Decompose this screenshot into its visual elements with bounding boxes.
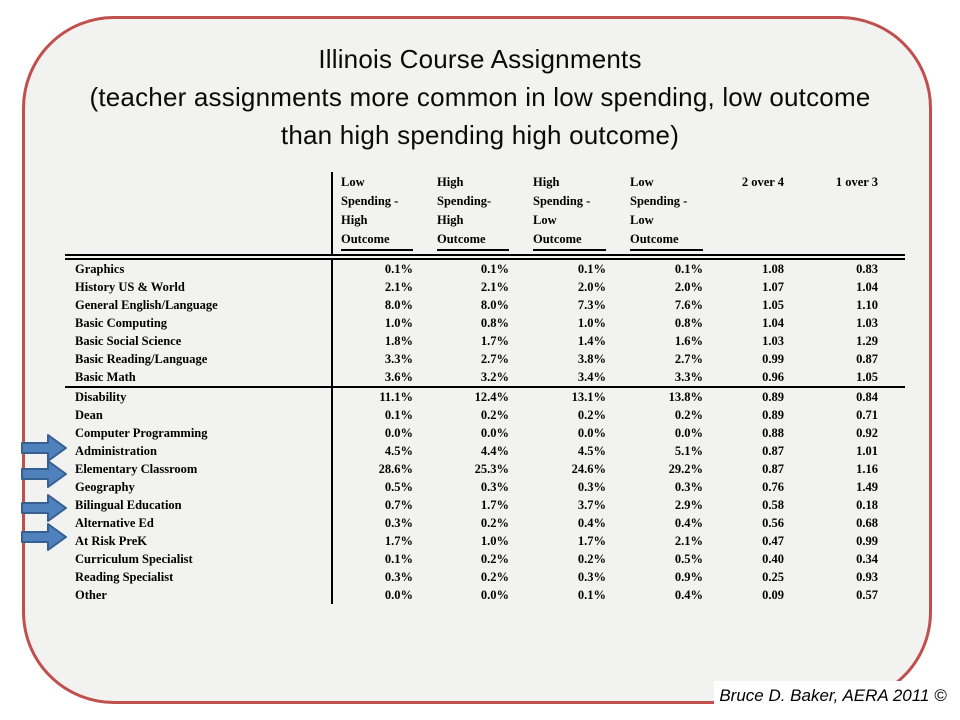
cell-value: 0.47 [762, 534, 784, 548]
cell-value: 5.1% [674, 444, 703, 458]
cell-value: 0.3% [577, 480, 606, 494]
right-arrow-icon [20, 492, 68, 524]
cell-value: 0.2% [480, 570, 509, 584]
cell-value: 0.4% [674, 516, 703, 530]
cell-value: 3.3% [332, 350, 417, 368]
cell-value: 0.1% [332, 257, 417, 278]
cell-value: 1.10 [856, 298, 878, 312]
column-header-line: Spending - [341, 194, 399, 208]
table-row [65, 314, 905, 332]
row-label: Geography [75, 480, 135, 494]
table-row [65, 424, 905, 442]
cell-value: 1.04 [856, 280, 878, 294]
row-label: Basic Social Science [75, 334, 182, 348]
cell-value: 7.3% [577, 298, 606, 312]
column-header-line: Outcome [533, 230, 606, 251]
cell-value: 1.6% [674, 334, 703, 348]
cell-value: 1.7% [480, 334, 509, 348]
cell-value: 0.2% [577, 408, 606, 422]
cell-value: 1.07 [762, 280, 784, 294]
table-row [65, 296, 905, 314]
cell-value: 2.0% [674, 280, 703, 294]
cell-value: 0.83 [856, 262, 878, 276]
cell-value: 0.4% [577, 516, 606, 530]
table-row [65, 514, 905, 532]
table-row [65, 586, 905, 604]
cell-value: 3.8% [577, 352, 606, 366]
cell-value: 1.05 [762, 298, 784, 312]
column-header-line: Low [341, 175, 365, 189]
cell-value: 1.7% [577, 534, 606, 548]
cell-value: 1.7% [332, 532, 417, 550]
cell-value: 2.1% [480, 280, 509, 294]
cell-value: 0.88 [762, 426, 784, 440]
cell-value: 0.09 [762, 588, 784, 602]
cell-value: 0.2% [480, 516, 509, 530]
cell-value: 0.0% [332, 424, 417, 442]
cell-value: 0.40 [762, 552, 784, 566]
cell-value: 0.89 [707, 387, 788, 406]
cell-value: 0.1% [480, 262, 509, 276]
cell-value: 0.8% [674, 316, 703, 330]
cell-value: 0.99 [762, 352, 784, 366]
cell-value: 0.57 [856, 588, 878, 602]
cell-value: 0.71 [856, 408, 878, 422]
row-label: Basic Computing [75, 316, 168, 330]
cell-value: 11.1% [332, 387, 417, 406]
column-header: 1 over 3 [835, 175, 878, 189]
column-header-line: High [533, 175, 560, 189]
column-header-line: High [437, 213, 464, 227]
cell-value: 0.3% [674, 480, 703, 494]
cell-value: 1.03 [856, 316, 878, 330]
row-label: Reading Specialist [75, 570, 174, 584]
column-header-line: Outcome [437, 230, 509, 251]
table-header-row [65, 172, 905, 257]
table-row [65, 332, 905, 350]
header-empty-cell [65, 172, 332, 257]
column-header-line: High [437, 175, 464, 189]
cell-value: 8.0% [332, 296, 417, 314]
cell-value: 0.3% [480, 480, 509, 494]
credit-text: Bruce D. Baker, AERA 2011 © [714, 681, 952, 711]
cell-value: 4.4% [480, 444, 509, 458]
row-label: Disability [65, 387, 332, 406]
cell-value: 0.0% [480, 588, 509, 602]
cell-value: 0.87 [856, 352, 878, 366]
cell-value: 2.1% [332, 278, 417, 296]
row-label: History US & World [75, 280, 185, 294]
cell-value: 1.01 [856, 444, 878, 458]
cell-value: 24.6% [571, 462, 606, 476]
slide-title [0, 40, 960, 154]
column-header-line: Spending - [533, 194, 591, 208]
cell-value: 4.5% [332, 442, 417, 460]
cell-value: 13.8% [610, 387, 707, 406]
cell-value: 0.5% [674, 552, 703, 566]
cell-value: 0.84 [788, 387, 905, 406]
cell-value: 0.34 [856, 552, 878, 566]
cell-value: 0.0% [332, 586, 417, 604]
cell-value: 0.87 [762, 444, 784, 458]
row-label: At Risk PreK [75, 534, 147, 548]
column-header-line: Outcome [630, 230, 703, 251]
column-header-line: Low [630, 213, 654, 227]
cell-value: 2.9% [674, 498, 703, 512]
row-label: Administration [75, 444, 157, 458]
title-line-3: than high spending high outcome) [280, 120, 680, 150]
cell-value: 3.7% [577, 498, 606, 512]
table-row [65, 278, 905, 296]
cell-value: 2.0% [577, 280, 606, 294]
column-header [610, 172, 707, 257]
cell-value: 0.96 [762, 370, 784, 384]
cell-value: 1.0% [480, 534, 509, 548]
cell-value: 0.2% [480, 408, 509, 422]
cell-value: 0.93 [856, 570, 878, 584]
cell-value: 0.7% [332, 496, 417, 514]
column-header-line: High [341, 213, 368, 227]
table-row [65, 442, 905, 460]
cell-value: 1.03 [762, 334, 784, 348]
cell-value: 0.8% [480, 316, 509, 330]
cell-value: 0.9% [674, 570, 703, 584]
cell-value: 1.0% [577, 316, 606, 330]
row-label: Bilingual Education [75, 498, 182, 512]
cell-value: 3.3% [674, 370, 703, 384]
row-label: Other [75, 588, 107, 602]
cell-value: 1.4% [577, 334, 606, 348]
column-header-line: Spending- [437, 194, 492, 208]
cell-value: 2.1% [674, 534, 703, 548]
cell-value: 1.0% [332, 314, 417, 332]
row-label: Alternative Ed [75, 516, 154, 530]
row-label: Graphics [75, 262, 125, 276]
cell-value: 4.5% [577, 444, 606, 458]
row-label: Computer Programming [75, 426, 208, 440]
column-header-line: Low [630, 175, 654, 189]
cell-value: 0.56 [762, 516, 784, 530]
cell-value: 12.4% [417, 387, 513, 406]
cell-value: 3.6% [332, 368, 417, 387]
table-row [65, 550, 905, 568]
table-row [65, 532, 905, 550]
cell-value: 2.7% [480, 352, 509, 366]
cell-value: 0.92 [856, 426, 878, 440]
table-row [65, 257, 905, 278]
cell-value: 0.25 [762, 570, 784, 584]
cell-value: 7.6% [674, 298, 703, 312]
column-header [417, 172, 513, 257]
table-row [65, 368, 905, 387]
cell-value: 1.16 [856, 462, 878, 476]
column-header-line: Spending - [630, 194, 688, 208]
cell-value: 0.58 [762, 498, 784, 512]
table-row [65, 568, 905, 586]
column-header: 2 over 4 [741, 175, 784, 189]
cell-value: 0.2% [480, 552, 509, 566]
row-label: General English/Language [75, 298, 218, 312]
cell-value: 13.1% [513, 387, 610, 406]
cell-value: 8.0% [480, 298, 509, 312]
row-label: Elementary Classroom [75, 462, 198, 476]
cell-value: 0.3% [332, 514, 417, 532]
cell-value: 0.87 [762, 462, 784, 476]
cell-value: 0.18 [856, 498, 878, 512]
cell-value: 0.99 [856, 534, 878, 548]
table-row [65, 496, 905, 514]
cell-value: 0.5% [332, 478, 417, 496]
row-label: Basic Reading/Language [75, 352, 208, 366]
cell-value: 1.04 [762, 316, 784, 330]
table-row [65, 387, 905, 406]
table-row [65, 406, 905, 424]
cell-value: 0.3% [577, 570, 606, 584]
cell-value: 0.2% [674, 408, 703, 422]
cell-value: 1.29 [856, 334, 878, 348]
column-header-line: Low [533, 213, 557, 227]
cell-value: 1.49 [856, 480, 878, 494]
course-assignments-table [65, 172, 905, 604]
cell-value: 28.6% [332, 460, 417, 478]
cell-value: 0.76 [762, 480, 784, 494]
cell-value: 0.4% [674, 588, 703, 602]
row-label: Basic Math [75, 370, 136, 384]
cell-value: 1.8% [332, 332, 417, 350]
cell-value: 0.68 [856, 516, 878, 530]
cell-value: 0.0% [480, 426, 509, 440]
title-line-1: Illinois Course Assignments [318, 44, 642, 74]
right-arrow-icon [20, 521, 68, 553]
table-row [65, 350, 905, 368]
cell-value: 0.1% [674, 262, 703, 276]
cell-value: 0.1% [332, 406, 417, 424]
cell-value: 0.2% [577, 552, 606, 566]
cell-value: 3.2% [480, 370, 509, 384]
cell-value: 1.05 [856, 370, 878, 384]
column-header [513, 172, 610, 257]
cell-value: 0.3% [332, 568, 417, 586]
column-header [332, 172, 417, 257]
cell-value: 1.7% [480, 498, 509, 512]
cell-value: 0.1% [577, 262, 606, 276]
cell-value: 0.0% [674, 426, 703, 440]
cell-value: 1.08 [762, 262, 784, 276]
cell-value: 2.7% [674, 352, 703, 366]
column-header-line: Outcome [341, 230, 413, 251]
cell-value: 25.3% [474, 462, 509, 476]
cell-value: 0.89 [762, 408, 784, 422]
cell-value: 0.0% [577, 426, 606, 440]
row-label: Curriculum Specialist [75, 552, 193, 566]
cell-value: 29.2% [668, 462, 703, 476]
title-line-2: (teacher assignments more common in low spending, low outcome [89, 82, 871, 112]
table-row [65, 460, 905, 478]
cell-value: 3.4% [577, 370, 606, 384]
cell-value: 0.1% [577, 588, 606, 602]
table-row [65, 478, 905, 496]
right-arrow-icon [20, 458, 68, 490]
row-label: Dean [75, 408, 103, 422]
cell-value: 0.1% [332, 550, 417, 568]
